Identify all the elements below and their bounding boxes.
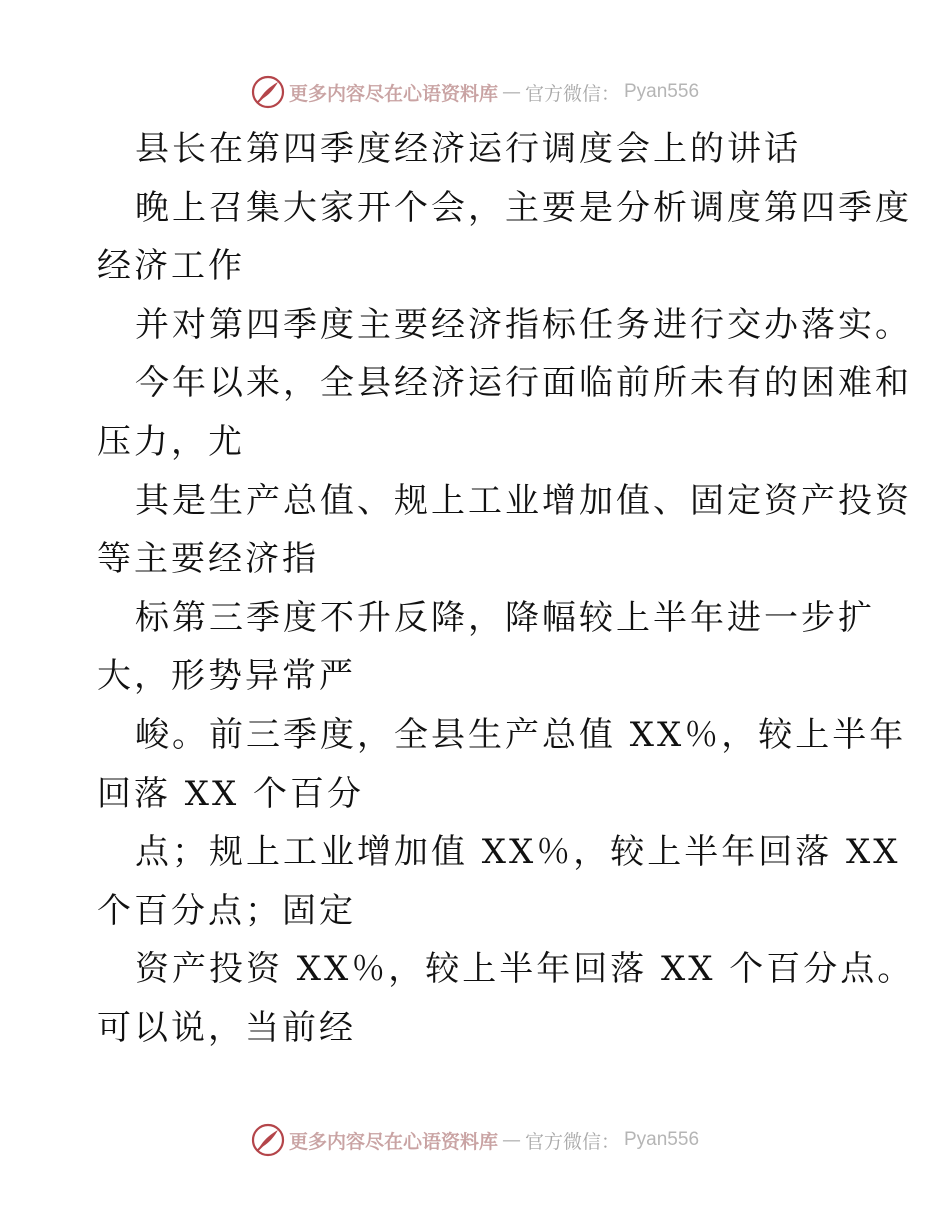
document-body	[97, 120, 915, 1058]
header-watermark	[0, 72, 950, 112]
watermark-main-text: 更多内容尽在心语资料库	[288, 82, 498, 105]
quill-logo-icon	[251, 75, 285, 109]
paragraph-line: 经济工作	[97, 246, 245, 287]
paragraph-line: 资产投资 XX％，较上半年回落 XX 个百分点。	[135, 949, 915, 990]
paragraph-line: 峻。前三季度，全县生产总值 XX％，较上半年	[135, 714, 907, 755]
watermark-label: 官方微信：	[524, 1130, 620, 1153]
paragraph-line: 点；规上工业增加值 XX％，较上半年回落 XX	[135, 832, 901, 873]
document-title: 县长在第四季度经济运行调度会上的讲话	[135, 129, 801, 169]
watermark-wechat-id: Pyan556	[624, 1129, 700, 1150]
paragraph-line: 并对第四季度主要经济指标任务进行交办落实。	[135, 304, 912, 345]
paragraph-line: 可以说，当前经	[97, 1007, 356, 1048]
paragraph-line: 压力，尤	[97, 421, 245, 462]
paragraph-line: 个百分点；固定	[97, 890, 356, 931]
paragraph-line: 晚上召集大家开个会，主要是分析调度第四季度	[135, 187, 912, 228]
watermark-label: 官方微信：	[524, 82, 620, 105]
watermark-wechat-id: Pyan556	[624, 81, 700, 102]
paragraph-line: 大，形势异常严	[97, 656, 356, 697]
watermark-separator: —	[501, 1129, 521, 1151]
paragraph-line: 标第三季度不升反降，降幅较上半年进一步扩	[135, 597, 875, 638]
quill-logo-icon	[251, 1123, 285, 1157]
watermark-separator: —	[501, 81, 521, 103]
footer-watermark	[0, 1120, 950, 1160]
paragraph-line: 其是生产总值、规上工业增加值、固定资产投资	[135, 480, 912, 521]
paragraph-line: 回落 XX 个百分	[97, 773, 365, 814]
watermark-main-text: 更多内容尽在心语资料库	[288, 1130, 498, 1153]
paragraph-line: 等主要经济指	[97, 539, 319, 580]
paragraph-line: 今年以来，全县经济运行面临前所未有的困难和	[135, 363, 912, 404]
